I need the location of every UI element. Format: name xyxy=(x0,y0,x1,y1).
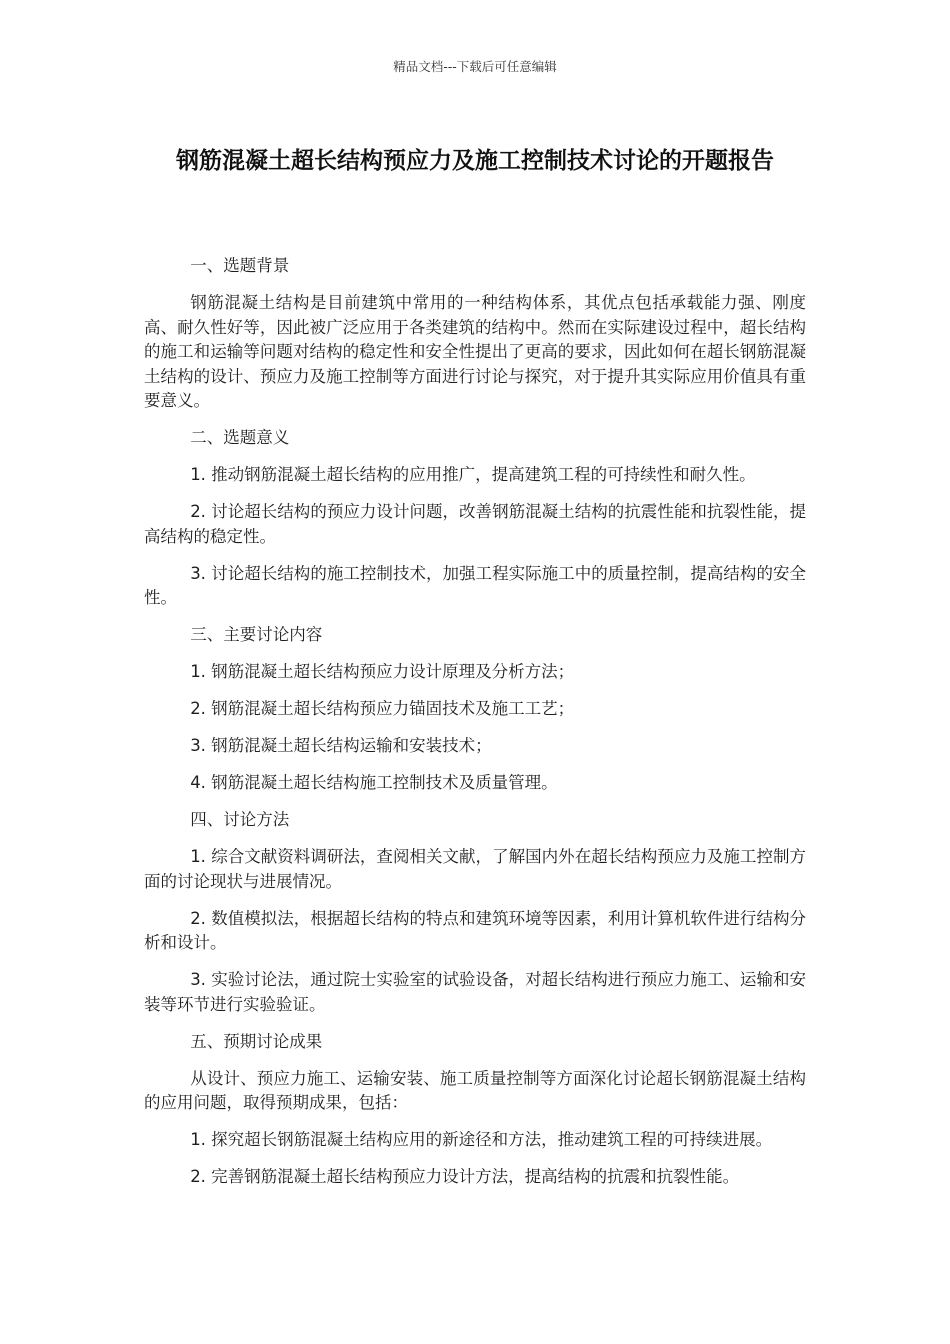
content-item-2: 2. 钢筋混凝土超长结构预应力锚固技术及施工工艺； xyxy=(190,699,575,718)
significance-item-3: 3. 讨论超长结构的施工控制技术，加强工程实际施工中的质量控制，提高结构的安全性。 xyxy=(144,563,806,607)
section-heading-significance: 二、选题意义 xyxy=(190,428,290,447)
content-item-3: 3. 钢筋混凝土超长结构运输和安装技术； xyxy=(190,736,492,755)
outcome-item-1: 1. 探究超长钢筋混凝土结构应用的新途径和方法，推动建筑工程的可持续进展。 xyxy=(190,1130,773,1149)
section-heading-methods: 四、讨论方法 xyxy=(190,810,290,829)
background-paragraph: 钢筋混凝土结构是目前建筑中常用的一种结构体系，其优点包括承载能力强、刚度高、耐久性好等，因此被广泛应用于各类建筑的结构中。然而在实际建设过程中，超长结构的施工和运输等问题对结构的稳定性和安全性提出了更高的要求，因此如何在超长钢筋混凝土结构的设计、预应力及施工控制等方面进行讨论与探究，对于提升其实际应用价值具有重要意义。 xyxy=(144,293,806,410)
method-item-2: 2. 数值模拟法，根据超长结构的特点和建筑环境等因素，利用计算机软件进行结构分析和设计。 xyxy=(144,908,806,952)
section-heading-outcomes: 五、预期讨论成果 xyxy=(190,1031,323,1051)
content-item-1: 1. 钢筋混凝土超长结构预应力设计原理及分析方法； xyxy=(190,662,575,681)
header-note: 精品文档---下载后可任意编辑 xyxy=(393,59,557,74)
document-title: 钢筋混凝土超长结构预应力及施工控制技术讨论的开题报告 xyxy=(176,148,774,174)
outcomes-intro-paragraph: 从设计、预应力施工、运输安装、施工质量控制等方面深化讨论超长钢筋混凝土结构的应用问题，取得预期成果，包括： xyxy=(144,1068,806,1112)
outcome-item-2: 2. 完善钢筋混凝土超长结构预应力设计方法，提高结构的抗震和抗裂性能。 xyxy=(190,1167,740,1186)
document-body xyxy=(144,254,806,1202)
method-item-3: 3. 实验讨论法，通过院士实验室的试验设备，对超长结构进行预应力施工、运输和安装等环节进行实验验证。 xyxy=(144,970,806,1014)
significance-item-1: 1. 推动钢筋混凝土超长结构的应用推广，提高建筑工程的可持续性和耐久性。 xyxy=(190,465,756,484)
content-item-4: 4. 钢筋混凝土超长结构施工控制技术及质量管理。 xyxy=(190,773,558,792)
method-item-1: 1. 综合文献资料调研法，查阅相关文献，了解国内外在超长结构预应力及施工控制方面的讨论现状与进展情况。 xyxy=(144,847,806,891)
section-heading-background: 一、选题背景 xyxy=(190,256,290,275)
significance-item-2: 2. 讨论超长结构的预应力设计问题，改善钢筋混凝土结构的抗震性能和抗裂性能，提高结构的稳定性。 xyxy=(144,502,806,546)
section-heading-content: 三、主要讨论内容 xyxy=(190,625,323,644)
